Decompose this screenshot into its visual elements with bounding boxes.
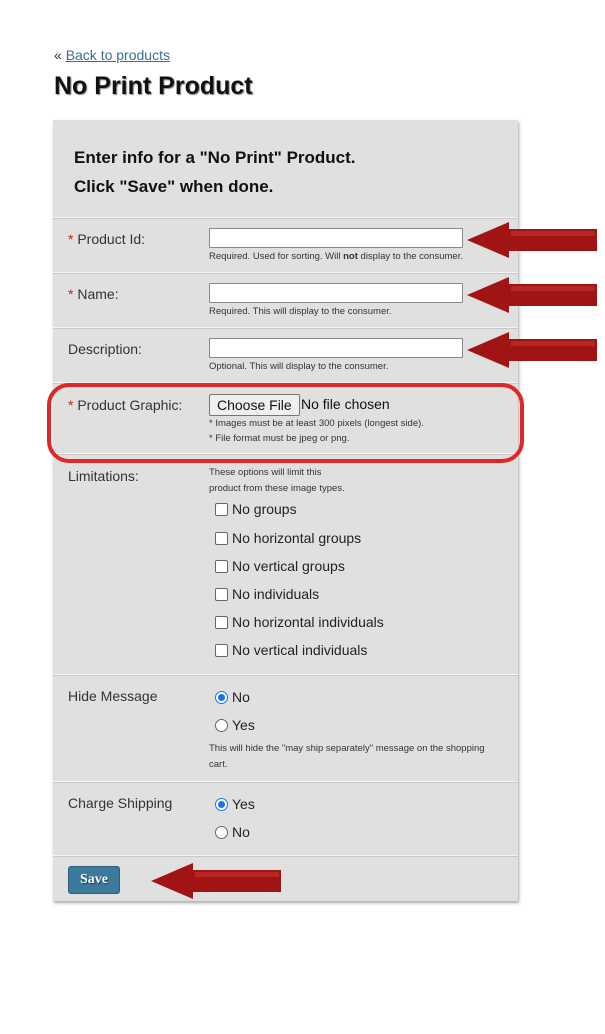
option-label: No groups	[232, 501, 297, 517]
charge-shipping-no-radio[interactable]	[215, 824, 250, 840]
option-label: No vertical groups	[232, 558, 345, 574]
option-label: No	[232, 689, 250, 705]
name-label-text: Name:	[77, 286, 119, 302]
graphic-note-format: * File format must be jpeg or png.	[209, 433, 350, 444]
name-label	[68, 286, 119, 302]
choose-file-button[interactable]: Choose File	[209, 394, 300, 416]
radio-button[interactable]	[215, 719, 228, 732]
limitations-help-2: product from these image types.	[209, 483, 345, 494]
divider	[53, 272, 518, 274]
back-prefix: «	[54, 47, 62, 63]
product-form	[53, 120, 518, 901]
arrow-left-icon	[151, 863, 281, 899]
product-id-help	[209, 249, 463, 264]
product-graphic-label-text: Product Graphic:	[77, 397, 183, 413]
intro-line-2: Click "Save" when done.	[74, 177, 274, 196]
hide-message-no-radio[interactable]	[215, 689, 250, 705]
form-intro	[74, 143, 356, 201]
radio-button[interactable]	[215, 798, 228, 811]
hide-message-help-2: cart.	[209, 759, 228, 770]
name-input[interactable]	[209, 283, 463, 303]
product-id-label	[68, 231, 145, 247]
option-label: No horizontal individuals	[232, 614, 384, 630]
description-input[interactable]	[209, 338, 463, 358]
option-label: No horizontal groups	[232, 530, 362, 546]
limitation-no-vertical-individuals[interactable]	[215, 642, 367, 658]
graphic-note-size: * Images must be at least 300 pixels (longest side).	[209, 418, 424, 429]
checkbox[interactable]	[215, 532, 228, 545]
limitation-no-groups[interactable]	[215, 501, 297, 517]
option-label: No individuals	[232, 586, 320, 602]
checkbox[interactable]	[215, 560, 228, 573]
option-label: Yes	[232, 796, 255, 812]
highlight-outline	[47, 383, 524, 463]
intro-line-1: Enter info for a "No Print" Product.	[74, 148, 356, 167]
required-mark: *	[68, 286, 74, 302]
product-id-label-text: Product Id:	[77, 231, 146, 247]
checkbox[interactable]	[215, 503, 228, 516]
limitation-no-individuals[interactable]	[215, 586, 319, 602]
checkbox[interactable]	[215, 644, 228, 657]
back-to-products-link[interactable]: Back to products	[65, 47, 170, 63]
product-id-help-pre: Required. Used for sorting. Will	[209, 251, 344, 262]
name-help: Required. This will display to the consumer.	[209, 306, 392, 317]
limitations-label: Limitations:	[68, 468, 139, 484]
product-id-help-bold: not	[343, 251, 358, 262]
charge-shipping-yes-radio[interactable]	[215, 796, 255, 812]
divider	[53, 327, 518, 329]
save-button[interactable]: Save	[68, 866, 120, 894]
divider	[53, 855, 518, 857]
option-label: Yes	[232, 717, 255, 733]
description-label: Description:	[68, 341, 142, 357]
product-id-input[interactable]	[209, 228, 463, 248]
checkbox[interactable]	[215, 588, 228, 601]
arrow-left-icon	[467, 277, 597, 313]
radio-button[interactable]	[215, 691, 228, 704]
limitation-no-horizontal-individuals[interactable]	[215, 614, 384, 630]
checkbox[interactable]	[215, 616, 228, 629]
arrow-left-icon	[467, 332, 597, 368]
hide-message-help-1: This will hide the "may ship separately" message on the shopping	[209, 743, 485, 754]
arrow-left-icon	[467, 222, 597, 258]
page-title: No Print Product	[54, 72, 253, 100]
charge-shipping-label: Charge Shipping	[68, 795, 173, 811]
hide-message-label: Hide Message	[68, 688, 158, 704]
divider	[53, 781, 518, 783]
limitation-no-vertical-groups[interactable]	[215, 558, 345, 574]
radio-button[interactable]	[215, 826, 228, 839]
limitations-help-1: These options will limit this	[209, 467, 322, 478]
file-status: No file chosen	[301, 396, 390, 412]
product-id-help-post: display to the consumer.	[357, 251, 463, 262]
limitation-no-horizontal-groups[interactable]	[215, 530, 361, 546]
hide-message-yes-radio[interactable]	[215, 717, 255, 733]
option-label: No vertical individuals	[232, 642, 368, 658]
required-mark: *	[68, 397, 74, 413]
required-mark: *	[68, 231, 74, 247]
description-help: Optional. This will display to the consumer.	[209, 361, 389, 372]
back-nav	[54, 47, 170, 63]
option-label: No	[232, 824, 250, 840]
divider	[53, 674, 518, 676]
divider	[53, 217, 518, 219]
